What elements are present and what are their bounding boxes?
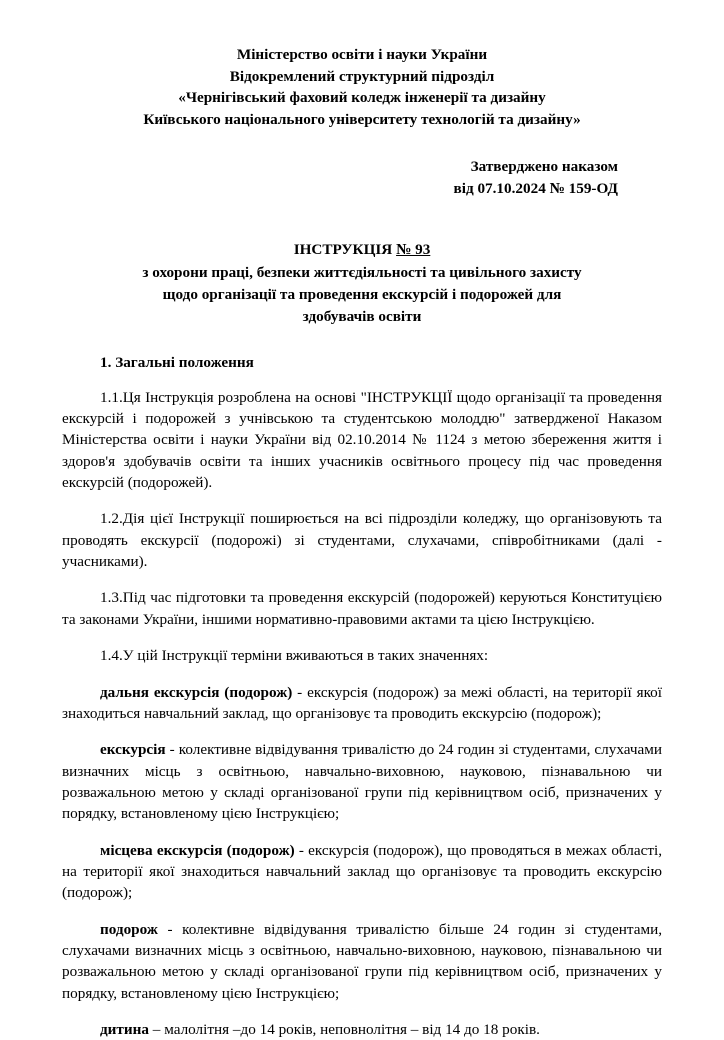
definition-term: екскурсія [100,741,166,759]
title-line-1 [62,239,662,261]
organization-header [62,44,662,130]
definition-term: дитина [100,1021,149,1039]
paragraph-1-2: 1.2.Дія цієї Інструкції поширюється на всі підрозділи коледжу, що організовують та проводять екскурсії (подорожі) зі студентами, слухачами, співробітниками (далі - учасниками). [62,510,662,570]
paragraph-1-3: 1.3.Під час підготовки та проведення екскурсій (подорожей) керуються Конституцією та законами України, іншими нормативно-правовими актами та цією Інструкцією. [62,589,662,628]
approval-line-2: від 07.10.2024 № 159-ОД [453,179,618,197]
paragraph-1-4: 1.4.У цій Інструкції терміни вживаються в таких значеннях: [100,647,489,665]
definition-text: - колективне відвідування тривалістю більше 24 годин зі студентами, слухачами визначних місць з освітньою, навчально-виховною, науковою, пізнавальною чи розважальною метою у складі організованої групи під керівництвом осіб, призначених у порядку, встановленому цією Інструкцією; [62,920,662,1002]
definition-text: – малолітня –до 14 років, неповнолітня – від 14 до 18 років. [149,1021,540,1039]
instruction-number: № 93 [396,241,431,259]
definition-item [62,840,662,904]
definition-term: дальня екскурсія (подорож) [100,683,293,701]
title-line-4: здобувачів освіти [302,307,422,325]
definition-text: - колективне відвідування тривалістю до 24 годин зі студентами, слухачами визначних місць з освітньою, навчально-виховною, науковою, пізнавальною чи розважальною метою у складі організованої групи під керівництвом осіб, призначених у порядку, встановленому цією Інструкцією; [62,741,662,823]
definition-item [62,1019,662,1040]
document-body [62,387,662,1040]
definition-text: - екскурсія (подорож) за межі області, на території якої знаходиться навчальний заклад, що організовує та проводить екскурсію (подорож); [62,683,662,722]
title-prefix: ІНСТРУКЦІЯ [293,241,397,259]
definition-item [62,682,662,725]
approval-block [62,156,662,199]
definition-term: подорож [100,920,158,938]
definition-item [62,739,662,824]
definition-term: місцева екскурсія (подорож) [100,841,295,859]
definition-item [62,919,662,1004]
header-line-2: Відокремлений структурний підрозділ [229,67,495,85]
section-heading: 1. Загальні положення [100,353,254,371]
header-line-1: Міністерство освіти і науки України [236,46,488,63]
approval-line-1: Затверджено наказом [470,158,618,176]
definition-text: - екскурсія (подорож), що проводяться в межах області, на території якої знаходиться навчальний заклад що організовує та проводить екскурсію (подорож); [62,841,662,902]
header-line-3: «Чернігівський фаховий коледж інженерії та дизайну [178,89,546,107]
document-title [62,239,662,327]
title-line-3: щодо організації та проведення екскурсій і подорожей для [162,285,562,303]
header-line-4: Київського національного університету технологій та дизайну» [143,110,581,128]
paragraph-1-1: 1.1.Ця Інструкція розроблена на основі "ІНСТРУКЦІЇ щодо організації та проведення екскурсій і подорожей з учнівською та студентською молоддю" затвердженої Наказом Міністерства освіти і науки України від 02.10.2014 № 1124 з метою збереження життя і здоров'я здобувачів освіти та інших учасників освітнього процесу під час проведення екскурсій (подорожей). [62,388,662,491]
title-line-2: з охорони праці, безпеки життєдіяльності та цивільного захисту [142,263,582,281]
